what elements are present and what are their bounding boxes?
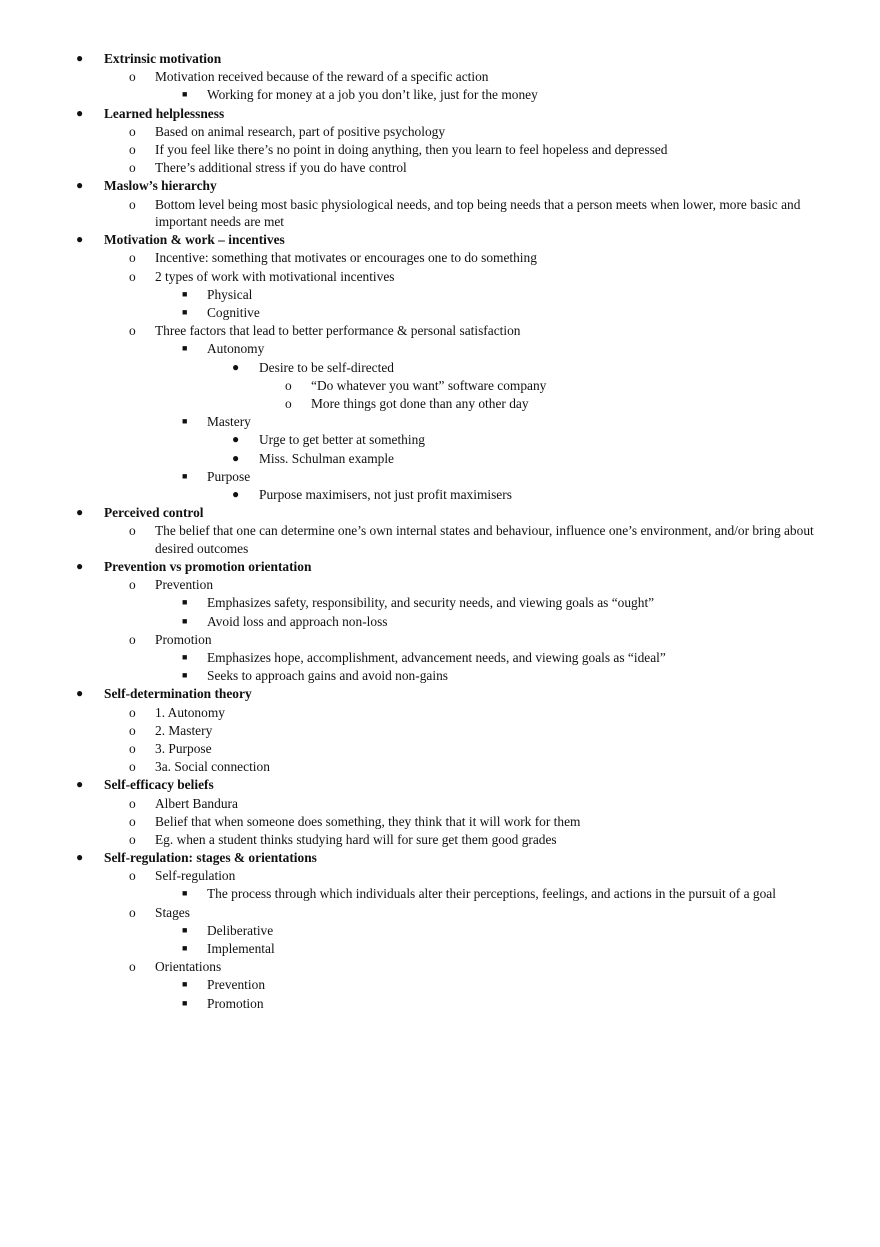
list-item-level-2 xyxy=(0,940,880,958)
section-heading: Perceived control xyxy=(104,505,204,521)
bullet-icon: ■ xyxy=(182,416,188,427)
list-item-level-2 xyxy=(0,976,880,994)
bullet-icon: ■ xyxy=(182,597,188,608)
list-item-level-2 xyxy=(0,340,880,358)
list-item-text: Incentive: something that motivates or encourages one to do something xyxy=(155,250,537,266)
list-item-level-1 xyxy=(0,159,880,177)
bullet-icon: o xyxy=(129,704,136,720)
list-item-level-3 xyxy=(0,486,880,504)
list-item-text: Seeks to approach gains and avoid non-gains xyxy=(207,668,448,684)
list-item-level-1 xyxy=(0,704,880,722)
section-heading: Self-regulation: stages & orientations xyxy=(104,850,317,866)
list-item-text: Self-regulation xyxy=(155,868,236,884)
section-heading-item xyxy=(0,849,880,867)
section-heading: Maslow’s hierarchy xyxy=(104,178,217,194)
list-item-level-2 xyxy=(0,468,880,486)
section-heading-item xyxy=(0,105,880,123)
list-item-level-2 xyxy=(0,613,880,631)
list-item-text: Albert Bandura xyxy=(155,795,238,811)
bullet-icon: ● xyxy=(76,105,84,120)
list-item-level-2 xyxy=(0,649,880,667)
bullet-icon: ● xyxy=(76,178,84,193)
bullet-icon: ● xyxy=(232,486,240,501)
bullet-icon: o xyxy=(129,69,136,85)
bullet-icon: ■ xyxy=(182,979,188,990)
list-item-text: 3. Purpose xyxy=(155,740,212,756)
bullet-icon: ● xyxy=(232,432,240,447)
bullet-icon: o xyxy=(129,268,136,284)
list-item-text: Emphasizes hope, accomplishment, advancement needs, and viewing goals as “ideal” xyxy=(207,650,666,665)
list-item-text: Urge to get better at something xyxy=(259,432,425,448)
list-item-text: Miss. Schulman example xyxy=(259,450,395,466)
bullet-icon: o xyxy=(129,759,136,775)
bullet-icon: o xyxy=(129,577,136,593)
list-item-text: Desire to be self-directed xyxy=(259,359,394,375)
list-item-level-2 xyxy=(0,594,880,612)
list-item-level-1 xyxy=(0,740,880,758)
list-item-text: Prevention xyxy=(207,977,266,993)
list-item-text: Implemental xyxy=(207,941,275,956)
list-item-level-1 xyxy=(0,631,880,649)
bullet-icon: o xyxy=(129,959,136,975)
bullet-icon: ■ xyxy=(182,470,188,481)
list-item-level-1 xyxy=(0,867,880,885)
list-item-text: Promotion xyxy=(207,995,264,1011)
list-item-text: 2 types of work with motivational incentives xyxy=(155,268,395,284)
list-item-text: Prevention xyxy=(155,577,214,593)
list-item-text: Orientations xyxy=(155,959,222,975)
list-item-text: Working for money at a job you don’t like, just for the money xyxy=(207,87,538,103)
bullet-icon: o xyxy=(129,196,136,212)
list-item-text: Mastery xyxy=(207,414,251,430)
bullet-icon: ■ xyxy=(182,288,188,299)
bullet-icon: ■ xyxy=(182,924,188,935)
list-item-level-2 xyxy=(0,922,880,940)
bullet-icon: ● xyxy=(76,232,84,247)
section-heading: Motivation & work – incentives xyxy=(104,232,285,248)
list-item-level-2 xyxy=(0,413,880,431)
list-item-level-1 xyxy=(0,141,880,159)
list-item-text: 2. Mastery xyxy=(155,722,213,738)
bullet-icon: o xyxy=(129,160,136,176)
section-heading-item xyxy=(0,231,880,249)
section-heading: Prevention vs promotion orientation xyxy=(104,559,312,575)
bullet-icon: o xyxy=(129,250,136,266)
bullet-icon: ● xyxy=(232,359,240,374)
list-item-text: Autonomy xyxy=(207,341,265,357)
list-item-text: There’s additional stress if you do have control xyxy=(155,160,407,176)
section-heading: Extrinsic motivation xyxy=(104,51,222,66)
list-item-level-1 xyxy=(0,795,880,813)
list-item-level-3 xyxy=(0,359,880,377)
bullet-icon: ■ xyxy=(182,615,188,626)
list-item-level-1 xyxy=(0,522,880,557)
section-heading: Learned helplessness xyxy=(104,105,225,121)
bullet-icon: o xyxy=(129,141,136,157)
section-heading-item xyxy=(0,504,880,522)
list-item-level-3 xyxy=(0,431,880,449)
list-item-level-1 xyxy=(0,813,880,831)
list-item-text: Purpose xyxy=(207,468,251,484)
bullet-icon: o xyxy=(285,377,292,393)
list-item-level-1 xyxy=(0,576,880,594)
bullet-icon: ● xyxy=(232,450,240,465)
bullet-icon: o xyxy=(129,740,136,756)
bullet-icon: ■ xyxy=(182,652,188,662)
bullet-icon: o xyxy=(129,904,136,920)
list-item-level-1 xyxy=(0,904,880,922)
list-item-level-1 xyxy=(0,68,880,86)
document-page xyxy=(0,50,880,1013)
list-item-level-1 xyxy=(0,758,880,776)
bullet-icon: o xyxy=(129,868,136,884)
list-item-level-1 xyxy=(0,831,880,849)
list-item-text: Cognitive xyxy=(207,305,260,321)
section-heading: Self-efficacy beliefs xyxy=(104,777,214,793)
list-item-text: Eg. when a student thinks studying hard will for sure get them good grades xyxy=(155,831,557,847)
list-item-level-1 xyxy=(0,958,880,976)
bullet-icon: ● xyxy=(76,686,84,701)
list-item-text: Stages xyxy=(155,904,190,920)
list-item-text: Based on animal research, part of positive psychology xyxy=(155,123,446,139)
bullet-icon: ■ xyxy=(182,343,188,354)
section-heading-item xyxy=(0,558,880,576)
bullet-icon: o xyxy=(129,631,136,647)
list-item-text: Promotion xyxy=(155,631,212,647)
section-heading: Self-determination theory xyxy=(104,686,252,702)
bullet-icon: ■ xyxy=(182,670,188,681)
bullet-icon: o xyxy=(129,795,136,811)
list-item-level-2 xyxy=(0,304,880,322)
list-item-text: More things got done than any other day xyxy=(311,395,529,411)
list-item-level-2 xyxy=(0,667,880,685)
list-item-text: Three factors that lead to better performance & personal satisfaction xyxy=(155,323,521,339)
list-item-text: 1. Autonomy xyxy=(155,704,225,720)
list-item-level-2 xyxy=(0,86,880,104)
list-item-text: Avoid loss and approach non-loss xyxy=(207,613,388,629)
bullet-icon: ● xyxy=(76,505,84,520)
list-item-level-3 xyxy=(0,450,880,468)
bullet-icon: ■ xyxy=(182,997,188,1008)
section-heading-item xyxy=(0,685,880,703)
list-item-text: The belief that one can determine one’s own internal states and behaviour, influence one’s environment, and/or bring about desired outcomes xyxy=(155,523,814,556)
bullet-icon: o xyxy=(129,323,136,339)
list-item-text: If you feel like there’s no point in doing anything, then you learn to feel hopeless and depressed xyxy=(155,141,668,157)
bullet-icon: o xyxy=(129,523,136,539)
list-item-text: Motivation received because of the reward of a specific action xyxy=(155,69,489,85)
section-heading-item xyxy=(0,50,880,68)
bullet-icon: ■ xyxy=(182,307,188,318)
list-item-text: Bottom level being most basic physiological needs, and top being needs that a person meets when lower, more basic and important needs are met xyxy=(155,196,801,230)
bullet-icon: o xyxy=(129,831,136,847)
list-item-level-4 xyxy=(0,377,880,395)
bullet-icon: o xyxy=(129,722,136,738)
list-item-text: Emphasizes safety, responsibility, and security needs, and viewing goals as “ought” xyxy=(207,595,655,611)
bullet-icon: ● xyxy=(76,777,84,792)
list-item-text: Physical xyxy=(207,286,253,302)
list-item-level-1 xyxy=(0,268,880,286)
list-item-level-4 xyxy=(0,395,880,413)
list-item-text: 3a. Social connection xyxy=(155,759,270,775)
bullet-icon: ■ xyxy=(182,89,188,100)
bullet-icon: o xyxy=(285,395,292,411)
bullet-icon: ■ xyxy=(182,943,188,953)
list-item-level-2 xyxy=(0,885,880,903)
list-item-level-2 xyxy=(0,286,880,304)
list-item-level-1 xyxy=(0,722,880,740)
list-item-text: Belief that when someone does something, they think that it will work for them xyxy=(155,813,581,829)
section-heading-item xyxy=(0,776,880,794)
list-item-text: The process through which individuals alter their perceptions, feelings, and actions in the pursuit of a goal xyxy=(207,886,776,902)
list-item-text: Purpose maximisers, not just profit maximisers xyxy=(259,486,512,502)
bullet-icon: o xyxy=(129,813,136,829)
list-item-text: “Do whatever you want” software company xyxy=(311,377,547,393)
list-item-level-1 xyxy=(0,196,880,231)
list-item-level-1 xyxy=(0,123,880,141)
bullet-icon: ● xyxy=(76,559,84,574)
bullet-icon: ■ xyxy=(182,888,188,899)
list-item-level-1 xyxy=(0,322,880,340)
list-item-text: Deliberative xyxy=(207,922,274,938)
bullet-icon: o xyxy=(129,123,136,139)
section-heading-item xyxy=(0,177,880,195)
bullet-icon: ● xyxy=(76,51,84,65)
bullet-icon: ● xyxy=(76,850,84,865)
list-item-level-1 xyxy=(0,249,880,267)
list-item-level-2 xyxy=(0,995,880,1013)
